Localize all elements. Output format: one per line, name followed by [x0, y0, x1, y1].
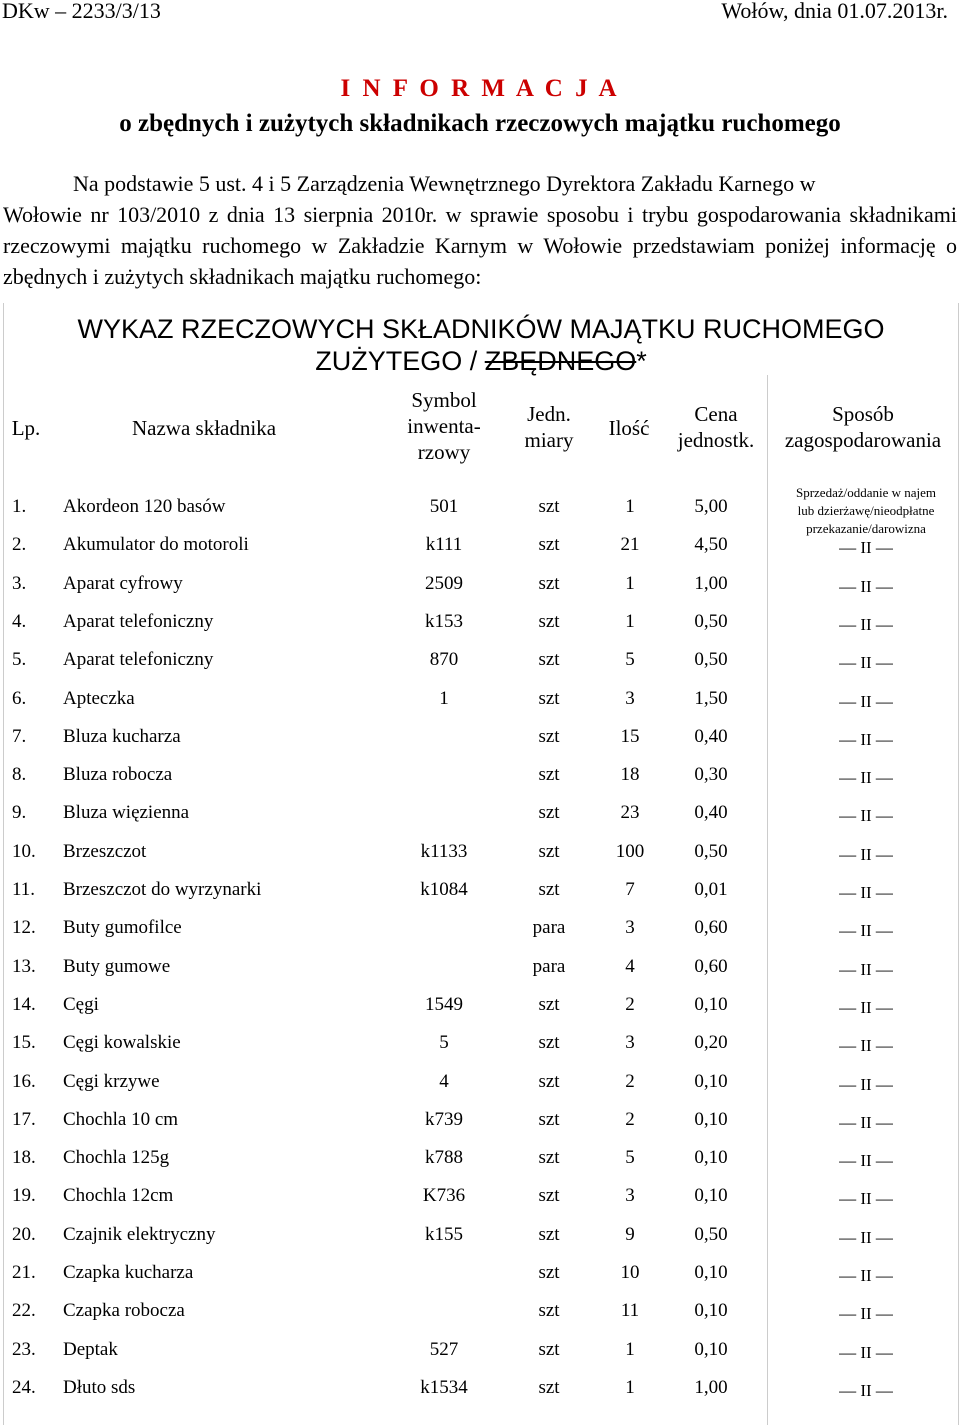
- row-jedn: szt: [538, 1262, 560, 1283]
- row-jedn: szt: [538, 1032, 560, 1054]
- row-ilosc: 2: [625, 993, 635, 1015]
- row-symbol: k155: [425, 1223, 463, 1245]
- row-sposob-ditto: — II —: [839, 1112, 893, 1132]
- row-jedn: szt: [538, 572, 560, 594]
- row-cena: 0,50: [694, 649, 728, 671]
- row-ilosc: 18: [620, 764, 640, 786]
- place-and-date: Wołów, dnia 01.07.2013r.: [721, 0, 948, 23]
- table-row: [4, 1224, 958, 1260]
- table-row: [4, 764, 958, 800]
- row-cena: 0,60: [694, 955, 728, 977]
- intro-paragraph: [3, 168, 957, 292]
- row-cena: 0,30: [694, 764, 728, 786]
- row-sposob-ditto: — II —: [839, 691, 893, 711]
- table-row: [4, 485, 958, 536]
- row-cena: 0,50: [694, 1223, 728, 1245]
- row-ilosc: 2: [625, 1070, 635, 1092]
- row-ilosc: 23: [620, 802, 640, 824]
- table-row: [4, 573, 958, 609]
- row-jedn: szt: [538, 610, 560, 632]
- row-lp: 15.: [12, 1032, 36, 1054]
- row-lp: 21.: [12, 1262, 36, 1283]
- row-lp: 14.: [12, 993, 36, 1015]
- row-sposob-ditto: — II —: [839, 1227, 893, 1247]
- column-header-sposob: [768, 401, 958, 453]
- table-row: [4, 1262, 958, 1298]
- table-row: [4, 802, 958, 838]
- column-header-lp: Lp.: [11, 416, 41, 440]
- row-jedn: szt: [538, 1147, 560, 1169]
- row-lp: 5.: [12, 649, 27, 671]
- row-lp: 16.: [12, 1070, 36, 1092]
- row-ilosc: 3: [625, 917, 635, 939]
- row-symbol: K736: [422, 1185, 466, 1207]
- row-name: Cęgi: [63, 993, 99, 1015]
- row-symbol: k1084: [420, 879, 468, 900]
- row-lp: 19.: [12, 1185, 36, 1207]
- row-symbol: 527: [429, 1338, 459, 1360]
- cena-header-line1: Cena: [694, 402, 738, 426]
- row-ilosc: 3: [625, 1032, 635, 1054]
- row-name: Aparat telefoniczny: [63, 649, 214, 671]
- row-cena: 0,10: [694, 1108, 728, 1130]
- row-symbol: 1: [439, 687, 449, 709]
- intro-rest: Wołowie nr 103/2010 z dnia 13 sierpnia 2010r. w sprawie sposobu i trybu gospodarowania składnikami rzeczowymi majątku ruchomego w Zakładzie Karnym w Wołowie przedstawiam poniżej informację o zbędnych i zużytych składnikach majątku ruchomego:: [3, 202, 957, 289]
- row-sposob-ditto: — II —: [839, 768, 893, 788]
- row-sposob-ditto: — II —: [839, 1189, 893, 1209]
- row-jedn: szt: [538, 764, 560, 786]
- heading-zuzytego: ZUŻYTEGO /: [315, 346, 485, 376]
- row-lp: 17.: [12, 1108, 36, 1130]
- row-lp: 2.: [12, 534, 27, 556]
- row-cena: 0,10: [694, 1300, 728, 1322]
- table-heading: [4, 313, 958, 377]
- row-ilosc: 4: [625, 955, 635, 977]
- row-lp: 11.: [12, 879, 36, 900]
- row-ilosc: 1: [625, 1376, 635, 1398]
- row-cena: 4,50: [694, 534, 728, 556]
- row-sposob-ditto: — II —: [839, 883, 893, 902]
- row-name: Bluza robocza: [63, 764, 173, 786]
- row-cena: 0,10: [694, 1147, 728, 1169]
- row-jedn: szt: [538, 649, 560, 671]
- row-name: Akumulator do motoroli: [63, 534, 249, 556]
- row-name: Dłuto sds: [63, 1376, 136, 1398]
- row-sposob-ditto: — II —: [839, 844, 893, 864]
- row-lp: 8.: [12, 764, 27, 786]
- row-jedn: para: [532, 955, 566, 977]
- row-name: Buty gumowe: [63, 955, 171, 977]
- row-ilosc: 15: [620, 725, 640, 747]
- row-name: Deptak: [63, 1338, 118, 1360]
- row-symbol: 870: [429, 649, 459, 671]
- row-ilosc: 9: [625, 1223, 635, 1245]
- heading-zbednego: ZBĘDNEGO: [484, 346, 637, 376]
- row-jedn: para: [532, 917, 566, 939]
- sposob-line-l2: lub dzierżawę/nieodpłatne: [797, 503, 935, 518]
- row-lp: 4.: [12, 610, 27, 632]
- row-jedn: szt: [538, 534, 560, 556]
- table-row: [4, 726, 958, 762]
- jedn-header-line1: Jedn.: [527, 402, 571, 426]
- symbol-header-line2: inwenta-: [407, 414, 481, 438]
- row-sposob-ditto: — II —: [839, 1342, 893, 1362]
- row-name: Czapka kucharza: [63, 1262, 194, 1283]
- sposob-header-line2: zagospodarowania: [784, 428, 942, 452]
- row-ilosc: 5: [625, 1147, 635, 1169]
- row-name: Aparat telefoniczny: [63, 610, 214, 632]
- row-sposob-ditto: — II —: [839, 959, 893, 979]
- row-symbol: k788: [425, 1147, 463, 1169]
- row-sposob-ditto: — II —: [839, 1266, 893, 1285]
- row-lp: 12.: [12, 917, 36, 939]
- column-header-jedn: [504, 401, 594, 453]
- row-name: Cęgi kowalskie: [63, 1032, 181, 1054]
- row-ilosc: 1: [625, 610, 635, 632]
- row-lp: 13.: [12, 955, 36, 977]
- row-sposob-ditto: — II —: [839, 1304, 893, 1324]
- table-row: [4, 1300, 958, 1336]
- row-jedn: szt: [538, 840, 560, 862]
- row-lp: 24.: [12, 1376, 36, 1398]
- row-cena: 1,00: [694, 572, 728, 594]
- row-cena: 0,50: [694, 840, 728, 862]
- row-symbol: 501: [429, 496, 459, 517]
- symbol-header-line3: rzowy: [417, 440, 471, 464]
- sposob-line-l1: Sprzedaż/oddanie w najem: [795, 485, 937, 500]
- column-header-symbol: [374, 387, 514, 465]
- row-sposob-ditto: — II —: [839, 538, 893, 558]
- row-sposob-ditto: — II —: [839, 729, 893, 749]
- row-sposob-text: [774, 484, 958, 538]
- row-symbol: 4: [439, 1070, 449, 1092]
- row-jedn: szt: [538, 1300, 560, 1322]
- row-jedn: szt: [538, 1223, 560, 1245]
- row-ilosc: 11: [620, 1300, 640, 1322]
- row-jedn: szt: [538, 1108, 560, 1130]
- row-jedn: szt: [538, 496, 560, 517]
- row-sposob-ditto: — II —: [839, 576, 893, 596]
- row-cena: 0,10: [694, 993, 728, 1015]
- row-ilosc: 10: [620, 1262, 640, 1283]
- row-jedn: szt: [538, 687, 560, 709]
- row-name: Akordeon 120 basów: [63, 496, 226, 517]
- row-lp: 1.: [12, 496, 27, 517]
- table-row: [4, 956, 958, 992]
- row-sposob-ditto: — II —: [839, 921, 893, 941]
- row-lp: 18.: [12, 1147, 36, 1169]
- row-cena: 0,50: [694, 610, 728, 632]
- row-name: Chochla 10 cm: [63, 1108, 179, 1130]
- table-row: [4, 611, 958, 647]
- row-symbol: k153: [425, 610, 463, 632]
- row-sposob-ditto: — II —: [839, 1380, 893, 1400]
- row-symbol: 5: [439, 1032, 449, 1054]
- row-sposob-ditto: — II —: [839, 653, 893, 673]
- row-ilosc: 2: [625, 1108, 635, 1130]
- row-lp: 6.: [12, 687, 27, 709]
- row-lp: 23.: [12, 1338, 36, 1360]
- row-cena: 5,00: [694, 496, 728, 517]
- table-row: [4, 688, 958, 724]
- row-lp: 20.: [12, 1223, 36, 1245]
- row-lp: 10.: [12, 840, 36, 862]
- table-row: [4, 1339, 958, 1375]
- row-name: Bluza więzienna: [63, 802, 190, 824]
- row-symbol: k111: [425, 534, 463, 556]
- document-subtitle: o zbędnych i zużytych składnikach rzeczowych majątku ruchomego: [119, 110, 841, 137]
- row-name: Buty gumofilce: [63, 917, 182, 939]
- sposob-line-l3: przekazanie/darowizna: [806, 521, 926, 536]
- row-jedn: szt: [538, 1338, 560, 1360]
- column-header-ilosc: Ilość: [608, 416, 650, 440]
- row-name: Chochla 12cm: [63, 1185, 174, 1207]
- row-ilosc: 21: [620, 534, 640, 556]
- row-cena: 0,60: [694, 917, 728, 939]
- table-heading-line2: [4, 345, 958, 377]
- sposob-header-line1: Sposób: [832, 402, 894, 426]
- row-symbol: k739: [425, 1108, 463, 1130]
- table-row: [4, 994, 958, 1030]
- row-sposob-ditto: — II —: [839, 997, 893, 1017]
- cena-header-line2: jednostk.: [677, 428, 755, 452]
- document-title: I N F O R M A C J A: [340, 75, 620, 102]
- table-heading-line1: WYKAZ RZECZOWYCH SKŁADNIKÓW MAJĄTKU RUCHOMEGO: [77, 314, 885, 344]
- row-cena: 0,40: [694, 725, 728, 747]
- table-row: [4, 879, 958, 915]
- row-ilosc: 1: [625, 572, 635, 594]
- row-ilosc: 3: [625, 1185, 635, 1207]
- row-name: Brzeszczot: [63, 840, 147, 862]
- row-ilosc: 1: [625, 496, 635, 517]
- row-name: Czajnik elektryczny: [63, 1223, 216, 1245]
- row-cena: 0,10: [694, 1262, 728, 1283]
- row-symbol: 2509: [425, 572, 463, 594]
- jedn-header-line2: miary: [524, 428, 574, 452]
- table-row: [4, 1109, 958, 1145]
- table-row: [4, 1071, 958, 1107]
- table-row: [4, 1147, 958, 1183]
- row-ilosc: 1: [625, 1338, 635, 1360]
- document-reference: DKw – 2233/3/13: [2, 0, 161, 23]
- row-sposob-ditto: — II —: [839, 614, 893, 634]
- row-jedn: szt: [538, 802, 560, 824]
- symbol-header-line1: Symbol: [411, 388, 477, 412]
- row-sposob-ditto: — II —: [839, 1036, 893, 1056]
- column-header-name: Nazwa składnika: [131, 416, 277, 440]
- table-row: [4, 917, 958, 953]
- table-row: [4, 534, 958, 570]
- row-jedn: szt: [538, 879, 560, 900]
- row-jedn: szt: [538, 993, 560, 1015]
- row-jedn: szt: [538, 1070, 560, 1092]
- row-name: Bluza kucharza: [63, 725, 181, 747]
- row-lp: 7.: [12, 725, 27, 747]
- table-row: [4, 1032, 958, 1068]
- row-ilosc: 7: [625, 879, 635, 900]
- row-name: Brzeszczot do wyrzynarki: [63, 879, 262, 900]
- row-lp: 9.: [12, 802, 27, 824]
- row-cena: 0,01: [694, 879, 728, 900]
- row-sposob-ditto: — II —: [839, 1151, 893, 1171]
- row-symbol: 1549: [425, 993, 463, 1015]
- row-name: Cęgi krzywe: [63, 1070, 160, 1092]
- inventory-table: [3, 303, 959, 1425]
- row-cena: 0,10: [694, 1185, 728, 1207]
- row-jedn: szt: [538, 1376, 560, 1398]
- heading-asterisk: *: [636, 346, 647, 376]
- table-row: [4, 1185, 958, 1221]
- row-cena: 1,50: [694, 687, 728, 709]
- row-ilosc: 3: [625, 687, 635, 709]
- row-lp: 22.: [12, 1300, 36, 1322]
- intro-first-line: Na podstawie 5 ust. 4 i 5 Zarządzenia Wewnętrznego Dyrektora Zakładu Karnego w: [73, 171, 816, 196]
- row-cena: 0,20: [694, 1032, 728, 1054]
- table-row: [4, 649, 958, 685]
- row-symbol: k1133: [420, 840, 468, 862]
- row-sposob-ditto: — II —: [839, 1074, 893, 1094]
- row-cena: 1,00: [694, 1376, 728, 1398]
- column-header-cena: [666, 401, 766, 453]
- row-ilosc: 5: [625, 649, 635, 671]
- row-name: Czapka robocza: [63, 1300, 185, 1322]
- row-symbol: k1534: [420, 1376, 468, 1398]
- row-cena: 0,40: [694, 802, 728, 824]
- table-row: [4, 1377, 958, 1413]
- row-ilosc: 100: [615, 840, 645, 862]
- row-sposob-ditto: — II —: [839, 806, 893, 826]
- row-name: Chochla 125g: [63, 1147, 170, 1169]
- row-jedn: szt: [538, 725, 560, 747]
- row-name: Aparat cyfrowy: [63, 572, 183, 594]
- row-cena: 0,10: [694, 1338, 728, 1360]
- row-lp: 3.: [12, 572, 27, 594]
- row-cena: 0,10: [694, 1070, 728, 1092]
- row-jedn: szt: [538, 1185, 560, 1207]
- row-name: Apteczka: [63, 687, 135, 709]
- table-row: [4, 841, 958, 877]
